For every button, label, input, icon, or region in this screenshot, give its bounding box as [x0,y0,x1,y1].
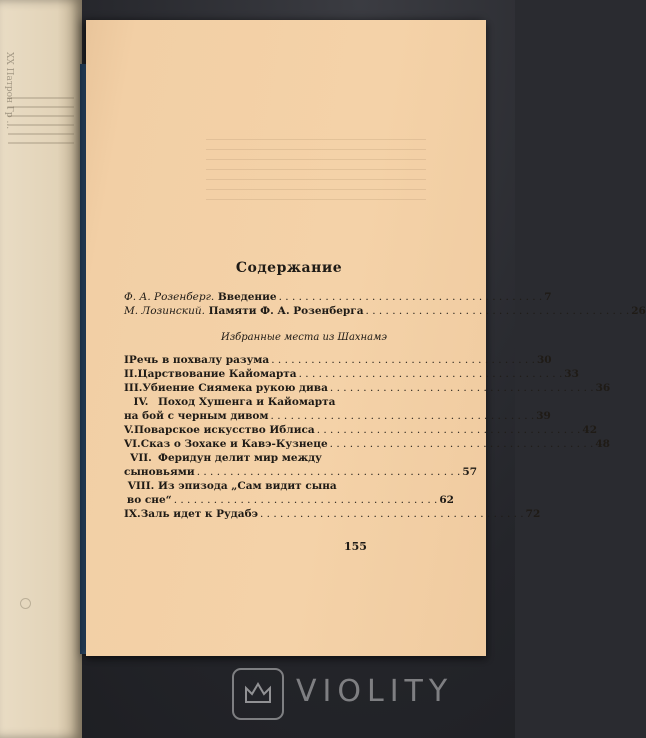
toc-page-number: 36 [595,382,611,394]
page-number: 155 [344,540,367,553]
toc-row [124,451,454,465]
toc-items [124,353,611,521]
bleed-through-text [206,130,426,209]
watermark-text: VIOLITY [296,674,454,709]
toc-entry-title: Памяти Ф. А. Розенберга [208,305,364,317]
toc-row [124,409,551,423]
toc-section-heading: Избранные места из Шахнамэ [220,332,387,343]
toc-page-number: 33 [564,368,579,380]
toc-entry-title: во сне“ [126,494,172,506]
toc-entry-title: Убиение Сиямека рукою дива [142,382,328,394]
toc-roman-numeral: IV. [133,396,149,408]
toc-entry-title: Речь в похвалу разума [128,354,270,366]
toc-roman-numeral: III. [124,382,143,394]
toc-author: М. Лозинский. [124,305,205,317]
toc-entry-title: Заль идет к Рудабэ [140,508,258,520]
right-page [86,20,646,656]
toc-page-number: 57 [462,466,478,478]
toc-front-matter [124,290,646,318]
toc-entry-title: Царствование Кайомарта [137,368,297,380]
toc-page-number: 26 [631,305,646,317]
watermark [232,668,502,720]
toc-row [124,437,610,451]
toc-page-number: 62 [439,494,454,506]
toc-front-row [124,290,552,304]
violity-crown-icon [232,668,284,720]
left-page-ghost-title: XX Патрон Гр ... [4,52,14,130]
toc-entry-title: Поход Хушенга и Кайомарта [158,396,336,408]
toc-roman-numeral: VII. [130,452,152,464]
toc-row [124,367,579,381]
toc-entry-title: Введение [217,291,277,303]
toc-page-number: 42 [582,424,598,436]
toc-roman-numeral: IX. [124,508,141,520]
toc-entry-title: Поварское искусство Иблиса [133,424,315,436]
toc-title: Содержание [235,260,343,276]
toc-page-number: 30 [536,354,552,366]
toc-row [124,479,454,493]
toc-roman-numeral: I [124,354,129,366]
toc-author: Ф. А. Розенберг. [124,291,215,303]
toc-page-number: 39 [536,410,551,422]
toc-entry-title: Из эпизода „Сам видит сына [158,480,337,492]
toc-row [124,507,541,521]
toc-row [124,395,454,409]
toc-row [124,423,598,437]
toc-entry-title: Сказ о Зохаке и Кавэ-Кузнеце [140,438,328,450]
left-page [0,0,82,738]
toc-roman-numeral: II. [124,368,138,380]
toc-row [124,381,611,395]
toc-page-number: 7 [544,291,552,303]
left-page-mark [20,598,31,609]
toc-page-number: 48 [595,438,610,450]
toc-row [124,353,552,367]
toc-roman-numeral: VIII. [127,480,155,492]
left-page-ghost-lines [8,90,74,151]
toc-front-row [124,304,646,318]
toc-row [124,465,478,479]
toc-entry-title: на бой с черным дивом [124,410,269,422]
toc-roman-numeral: VI. [124,438,141,450]
table-of-contents [124,260,646,521]
toc-page-number: 72 [525,508,541,520]
toc-entry-title: сыновьями [124,466,195,478]
toc-row [124,493,454,507]
toc-roman-numeral: V. [124,424,134,436]
toc-entry-title: Феридун делит мир между [158,452,322,464]
